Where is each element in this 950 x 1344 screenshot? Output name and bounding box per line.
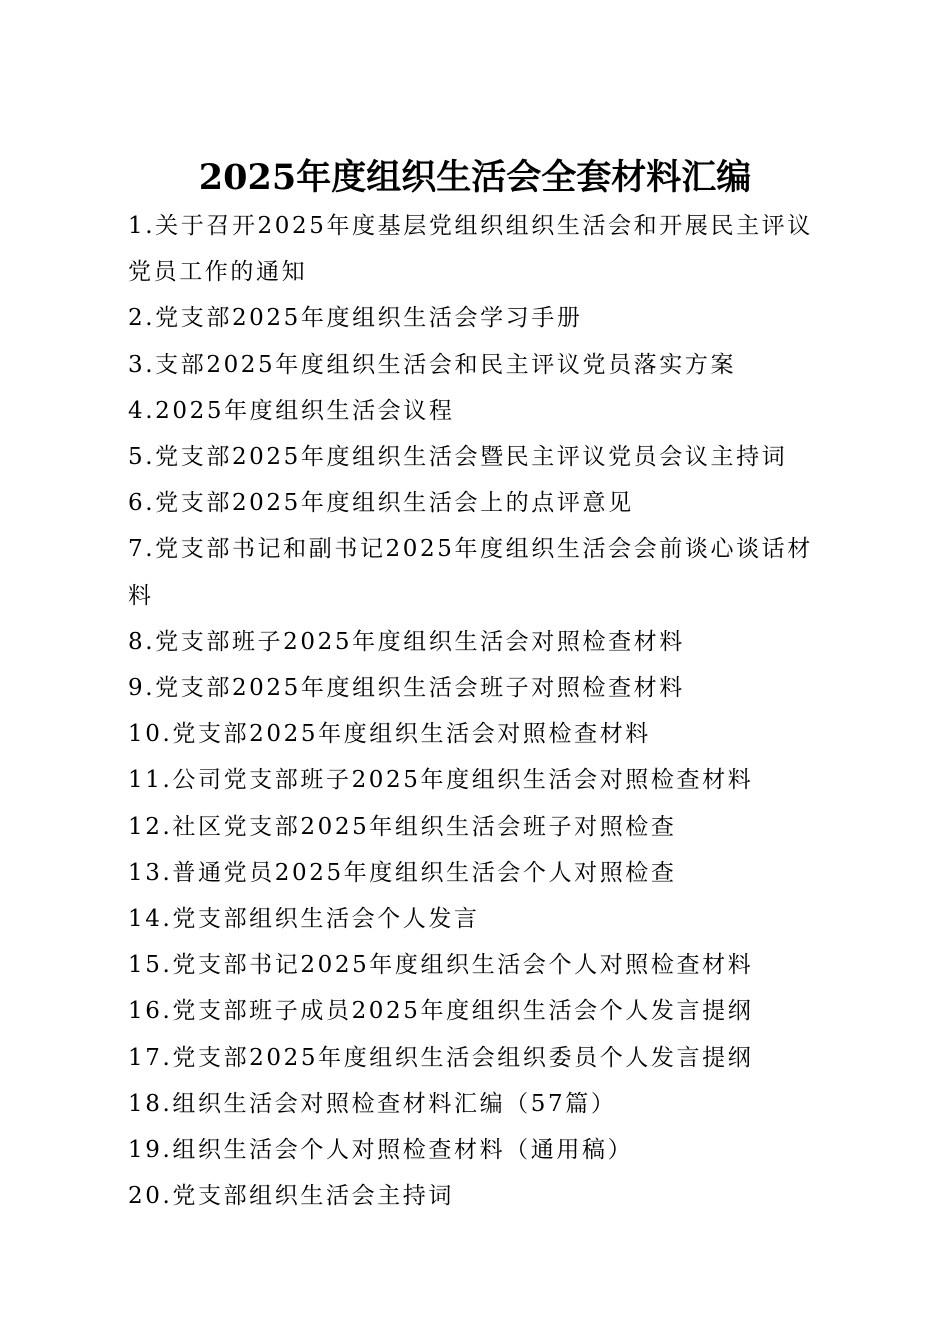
toc-item: 18.组织生活会对照检查材料汇编（57篇） [128,1090,617,1117]
toc-item: 17.党支部2025年度组织生活会组织委员个人发言提纲 [128,1044,754,1071]
toc-item: 4.2025年度组织生活会议程 [128,397,455,424]
toc-item: 9.党支部2025年度组织生活会班子对照检查材料 [128,675,685,702]
toc-item: 2.党支部2025年度组织生活会学习手册 [128,305,583,332]
table-of-contents [128,203,833,1219]
toc-item: 3.支部2025年度组织生活会和民主评议党员落实方案 [128,351,737,378]
toc-item: 7.党支部书记和副书记2025年度组织生活会会前谈心谈话材料 [128,536,813,609]
toc-item: 11.公司党支部班子2025年度组织生活会对照检查材料 [128,767,754,794]
toc-item: 10.党支部2025年度组织生活会对照检查材料 [128,721,651,748]
toc-item: 12.社区党支部2025年组织生活会班子对照检查 [128,813,677,840]
toc-item: 8.党支部班子2025年度组织生活会对照检查材料 [128,628,685,655]
toc-item: 14.党支部组织生活会个人发言 [128,906,480,933]
toc-item: 1.关于召开2025年度基层党组织组织生活会和开展民主评议党员工作的通知 [128,213,813,286]
toc-item: 15.党支部书记2025年度组织生活会个人对照检查材料 [128,952,754,979]
document-title: 2025年度组织生活会全套材料汇编 [198,157,752,198]
toc-item: 6.党支部2025年度组织生活会上的点评意见 [128,490,634,517]
toc-item: 16.党支部班子成员2025年度组织生活会个人发言提纲 [128,998,754,1025]
toc-item: 19.组织生活会个人对照检查材料（通用稿） [128,1137,634,1164]
toc-item: 20.党支部组织生活会主持词 [128,1183,454,1210]
toc-item: 5.党支部2025年度组织生活会暨民主评议党员会议主持词 [128,444,788,471]
toc-item: 13.普通党员2025年度组织生活会个人对照检查 [128,859,677,886]
